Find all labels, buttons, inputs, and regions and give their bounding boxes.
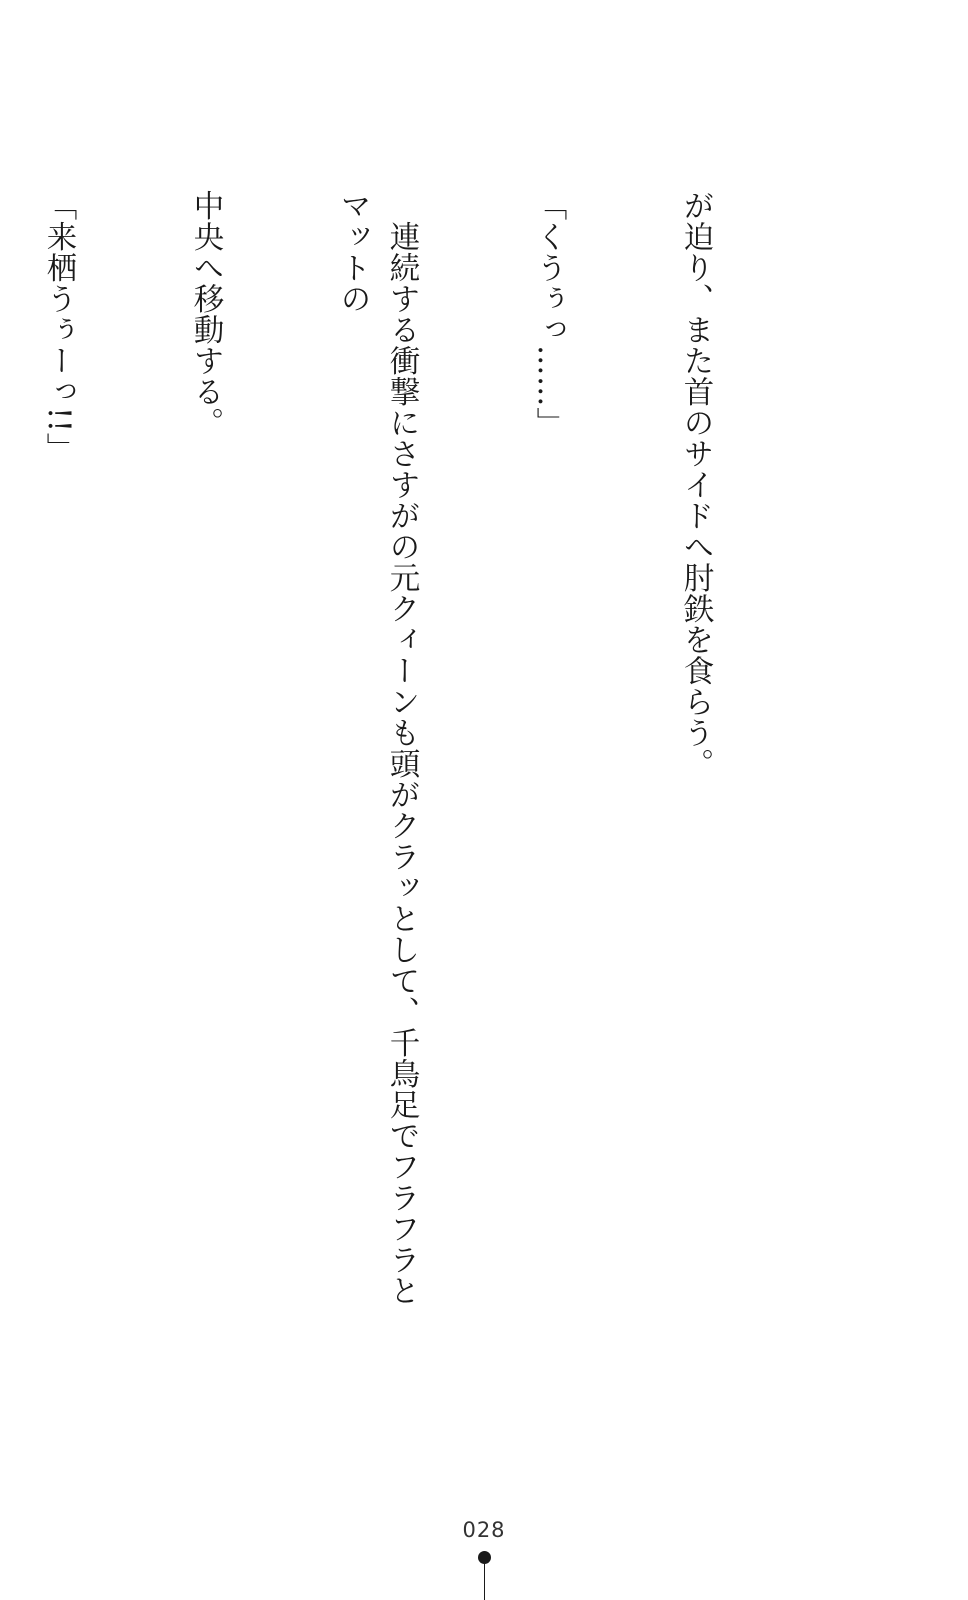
page-marker-line [484,1562,485,1600]
text-line: が迫り、また首のサイドへ肘鉄を食らう。 [678,190,713,779]
page-number: 028 [462,1518,506,1542]
text-line: 連続する衝撃にさすがの元クィーンも頭がクラッとして、千鳥足でフラフラとマットの [335,190,419,1306]
text-line: 「くうぅっ……」 [531,190,566,438]
text-line: 「来栖うぅーっ!!」 [41,190,76,464]
vertical-text-body [41,190,818,1320]
text-line: 中央へ移動する。 [188,190,223,438]
